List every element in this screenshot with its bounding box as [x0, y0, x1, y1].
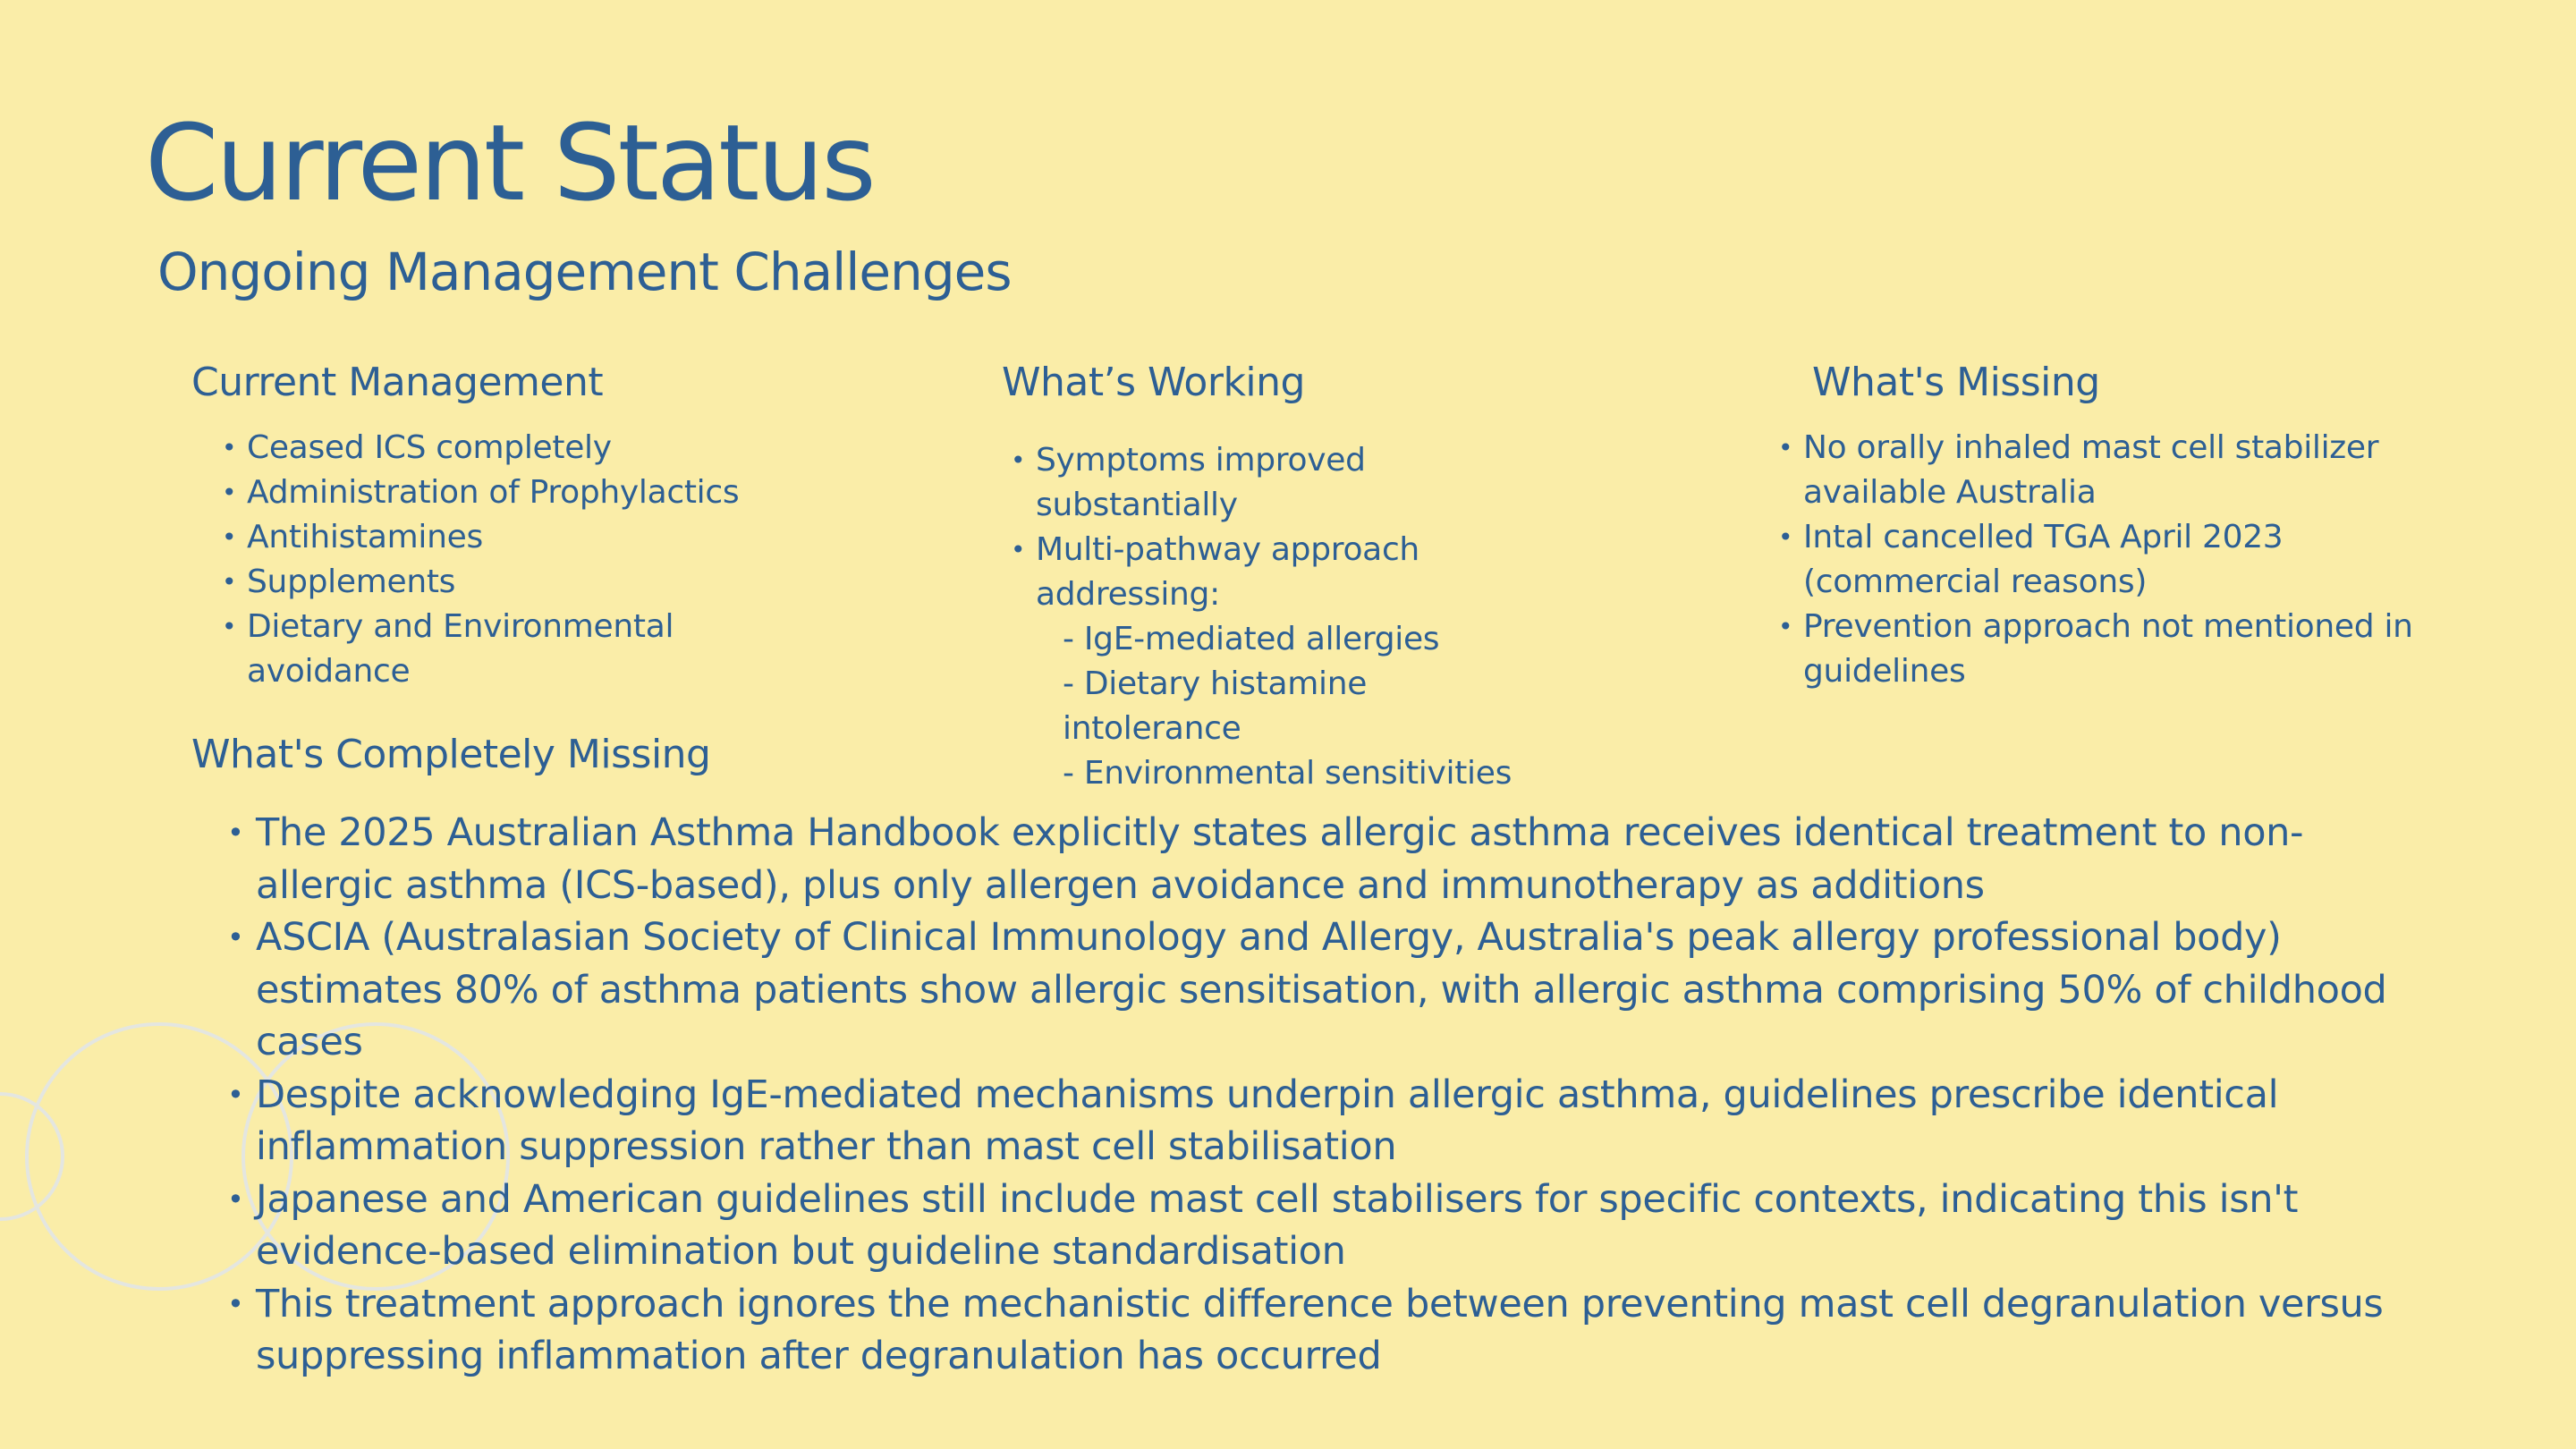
list-item: • Intal cancelled TGA April 2023 (commercial reasons) — [1803, 515, 2429, 605]
page-title: Current Status — [145, 101, 874, 225]
whats-working-list — [1013, 438, 1537, 796]
list-item: • Prevention approach not mentioned in guidelines — [1803, 605, 2429, 694]
whats-missing-heading: What's Missing — [1812, 360, 2100, 405]
whats-missing-list — [1780, 426, 2429, 694]
list-item: • Dietary and Environmental avoidance — [247, 605, 819, 694]
list-item: • Despite acknowledging IgE-mediated mechanisms underpin allergic asthma, guidelines prescribe identical inflammation suppression rather than mast cell stabilisation — [256, 1069, 2420, 1174]
list-item: • Symptoms improved substantially — [1036, 438, 1537, 528]
decorative-circle-left — [0, 1094, 63, 1219]
list-item: • Japanese and American guidelines still include mast cell stabilisers for specific contexts, indicating this isn't evidence-based elimination but guideline standardisation — [256, 1174, 2420, 1278]
list-item: • ASCIA (Australasian Society of Clinical Immunology and Allergy, Australia's peak allergy professional body) estimates 80% of asthma patients show allergic sensitisation, with allergic asthma comprising 50% of childhood cases — [256, 911, 2420, 1069]
current-management-list — [224, 426, 819, 694]
page-subtitle: Ongoing Management Challenges — [157, 242, 1012, 302]
list-item: • Antihistamines — [247, 515, 819, 560]
whats-working-heading: What’s Working — [1002, 360, 1305, 405]
list-item: • No orally inhaled mast cell stabilizer available Australia — [1803, 426, 2429, 515]
list-subitem: - IgE-mediated allergies — [1063, 621, 1440, 657]
completely-missing-list — [256, 807, 2420, 1383]
list-item: • The 2025 Australian Asthma Handbook explicitly states allergic asthma receives identical treatment to non-allergic asthma (ICS-based), plus only allergen avoidance and immunotherapy as additions — [256, 807, 2420, 911]
list-item: • Supplements — [247, 560, 819, 605]
list-item: • This treatment approach ignores the mechanistic difference between preventing mast cell degranulation versus suppressing inflammation after degranulation has occurred — [256, 1278, 2420, 1383]
list-subitem: - Environmental sensitivities — [1063, 755, 1513, 792]
completely-missing-heading: What's Completely Missing — [191, 732, 711, 777]
current-management-heading: Current Management — [191, 360, 604, 405]
list-subitem: - Dietary histamine intolerance — [1063, 665, 1368, 747]
list-item: • Administration of Prophylactics — [247, 470, 819, 515]
decorative-circle-middle — [27, 1024, 292, 1289]
list-item: • Ceased ICS completely — [247, 426, 819, 470]
list-item: • Multi-pathway approach addressing: — [1036, 528, 1537, 617]
